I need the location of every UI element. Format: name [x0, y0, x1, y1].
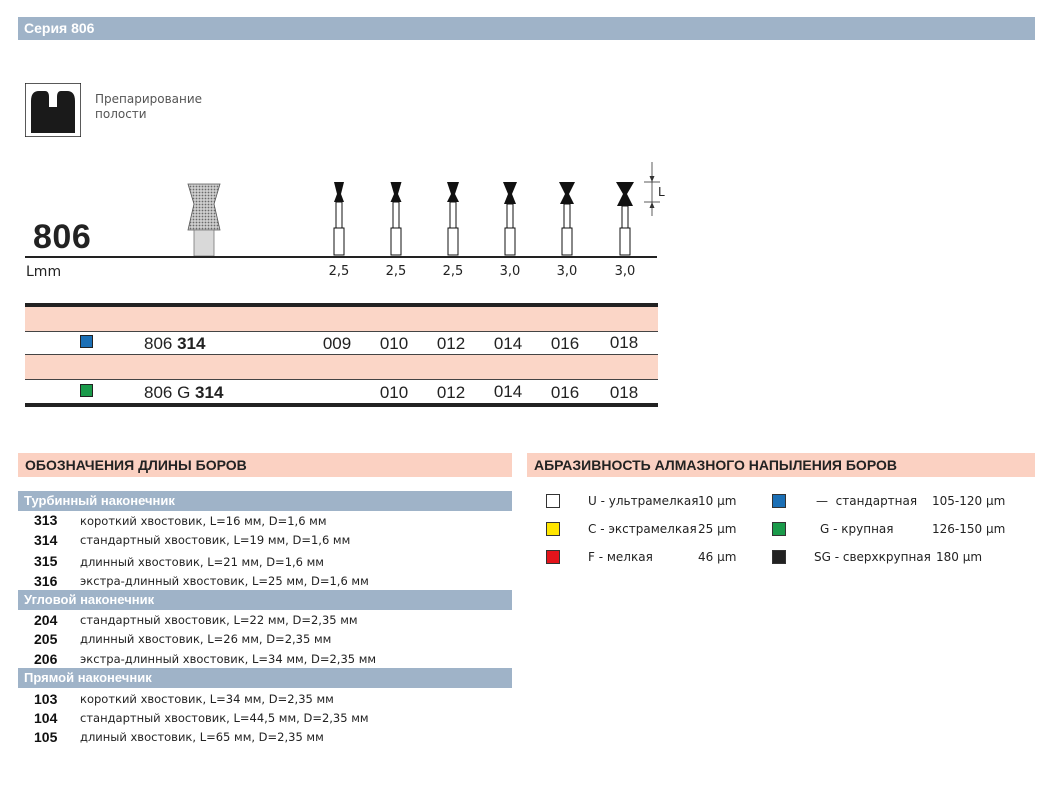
- shank-description: длинный хвостовик, L=26 мм, D=2,35 мм: [80, 632, 332, 646]
- grit-color-box-standard: [80, 335, 93, 348]
- grit-label: G - крупная: [820, 522, 894, 536]
- grit-value: 180 µm: [936, 550, 983, 564]
- length-value: 3,0: [556, 264, 578, 279]
- grit-label: U - ультрамелкая: [588, 494, 699, 508]
- shank-code: 103: [34, 691, 58, 707]
- length-value: 2,5: [442, 264, 464, 279]
- length-value: 3,0: [614, 264, 636, 279]
- grit-color-box: [546, 522, 560, 536]
- table-divider: [25, 331, 658, 332]
- shank-code: 315: [34, 553, 58, 569]
- abrasiveness-title: АБРАЗИВНОСТЬ АЛМАЗНОГО НАПЫЛЕНИЯ БОРОВ: [527, 453, 1035, 477]
- application-label-line2: полости: [95, 107, 147, 121]
- shank-description: короткий хвостовик, L=34 мм, D=2,35 мм: [80, 692, 334, 706]
- bur-shape-016: [556, 180, 578, 256]
- bur-shape-018: [614, 180, 636, 256]
- bur-shape-009: [328, 180, 350, 256]
- table-divider: [25, 379, 658, 380]
- ref-shank: 314: [177, 334, 206, 353]
- group-turbine: Турбинный наконечник: [18, 491, 512, 511]
- diamond-bur-illustration: [180, 182, 228, 258]
- size-code: 014: [493, 382, 523, 401]
- length-marker-label: L: [658, 185, 665, 199]
- shank-code: 104: [34, 710, 58, 726]
- grit-value: 25 µm: [698, 522, 737, 536]
- shank-description: стандартный хвостовик, L=19 мм, D=1,6 мм: [80, 533, 351, 547]
- shank-code: 313: [34, 512, 58, 528]
- grit-value: 105-120 µm: [932, 494, 1006, 508]
- shank-code: 316: [34, 573, 58, 589]
- size-code: 010: [379, 383, 409, 402]
- size-code: 016: [550, 334, 580, 353]
- cavity-preparation-icon: [25, 83, 81, 137]
- ref-prefix: 806: [144, 334, 178, 353]
- size-code: 016: [550, 383, 580, 402]
- grit-value: 46 µm: [698, 550, 737, 564]
- table-bottom-border: [25, 403, 658, 407]
- length-label: Lmm: [26, 264, 62, 280]
- length-dimension-marker: [640, 160, 670, 220]
- shank-description: стандартный хвостовик, L=44,5 мм, D=2,35 мм: [80, 711, 369, 725]
- grit-value: 126-150 µm: [932, 522, 1006, 536]
- size-code: 009: [322, 334, 352, 353]
- size-code: 018: [609, 333, 639, 352]
- size-code: 012: [436, 334, 466, 353]
- baseline-divider: [25, 256, 657, 258]
- grit-color-box: [546, 550, 560, 564]
- grit-label: — стандартная: [816, 494, 918, 508]
- grit-color-box-coarse: [80, 384, 93, 397]
- size-code: 018: [609, 383, 639, 402]
- shank-code: 314: [34, 532, 58, 548]
- shank-description: длинный хвостовик, L=21 мм, D=1,6 мм: [80, 555, 324, 569]
- grit-label: C - экстрамелкая: [588, 522, 697, 536]
- ref-prefix: 806 G: [144, 383, 196, 402]
- grit-color-box: [546, 494, 560, 508]
- shank-description: короткий хвостовик, L=16 мм, D=1,6 мм: [80, 514, 327, 528]
- application-label: [95, 92, 202, 122]
- table-row-spacer: [25, 355, 658, 379]
- bur-shape-010: [385, 180, 407, 256]
- shank-code: 204: [34, 612, 58, 628]
- application-label-line1: Препарирование: [95, 92, 203, 106]
- grit-color-box: [772, 550, 786, 564]
- size-code: 012: [436, 383, 466, 402]
- shank-code: 105: [34, 729, 58, 745]
- shank-description: длиный хвостовик, L=65 мм, D=2,35 мм: [80, 730, 324, 744]
- size-code: 014: [493, 334, 523, 353]
- grit-label: F - мелкая: [588, 550, 653, 564]
- grit-value: 10 µm: [698, 494, 737, 508]
- size-code: 010: [379, 334, 409, 353]
- shank-code: 206: [34, 651, 58, 667]
- group-contra-angle: Угловой наконечник: [18, 590, 512, 610]
- table-row-spacer: [25, 307, 658, 331]
- bur-shape-014: [499, 180, 521, 256]
- length-value: 2,5: [385, 264, 407, 279]
- length-value: 2,5: [328, 264, 350, 279]
- ref-shank: 314: [195, 383, 224, 402]
- series-header: Серия 806: [18, 17, 1035, 40]
- shank-code: 205: [34, 631, 58, 647]
- shank-description: экстра-длинный хвостовик, L=25 мм, D=1,6 мм: [80, 574, 369, 588]
- ref-number-standard: [144, 334, 205, 354]
- shank-description: экстра-длинный хвостовик, L=34 мм, D=2,35 мм: [80, 652, 377, 666]
- length-value: 3,0: [499, 264, 521, 279]
- bur-shape-012: [442, 180, 464, 256]
- grit-label: SG - сверхкрупная: [814, 550, 931, 564]
- ref-number-coarse: [144, 383, 223, 403]
- shank-description: стандартный хвостовик, L=22 мм, D=2,35 мм: [80, 613, 358, 627]
- length-designations-title: ОБОЗНАЧЕНИЯ ДЛИНЫ БОРОВ: [18, 453, 512, 477]
- grit-color-box: [772, 494, 786, 508]
- grit-color-box: [772, 522, 786, 536]
- group-straight: Прямой наконечник: [18, 668, 512, 688]
- model-number: 806: [33, 218, 92, 256]
